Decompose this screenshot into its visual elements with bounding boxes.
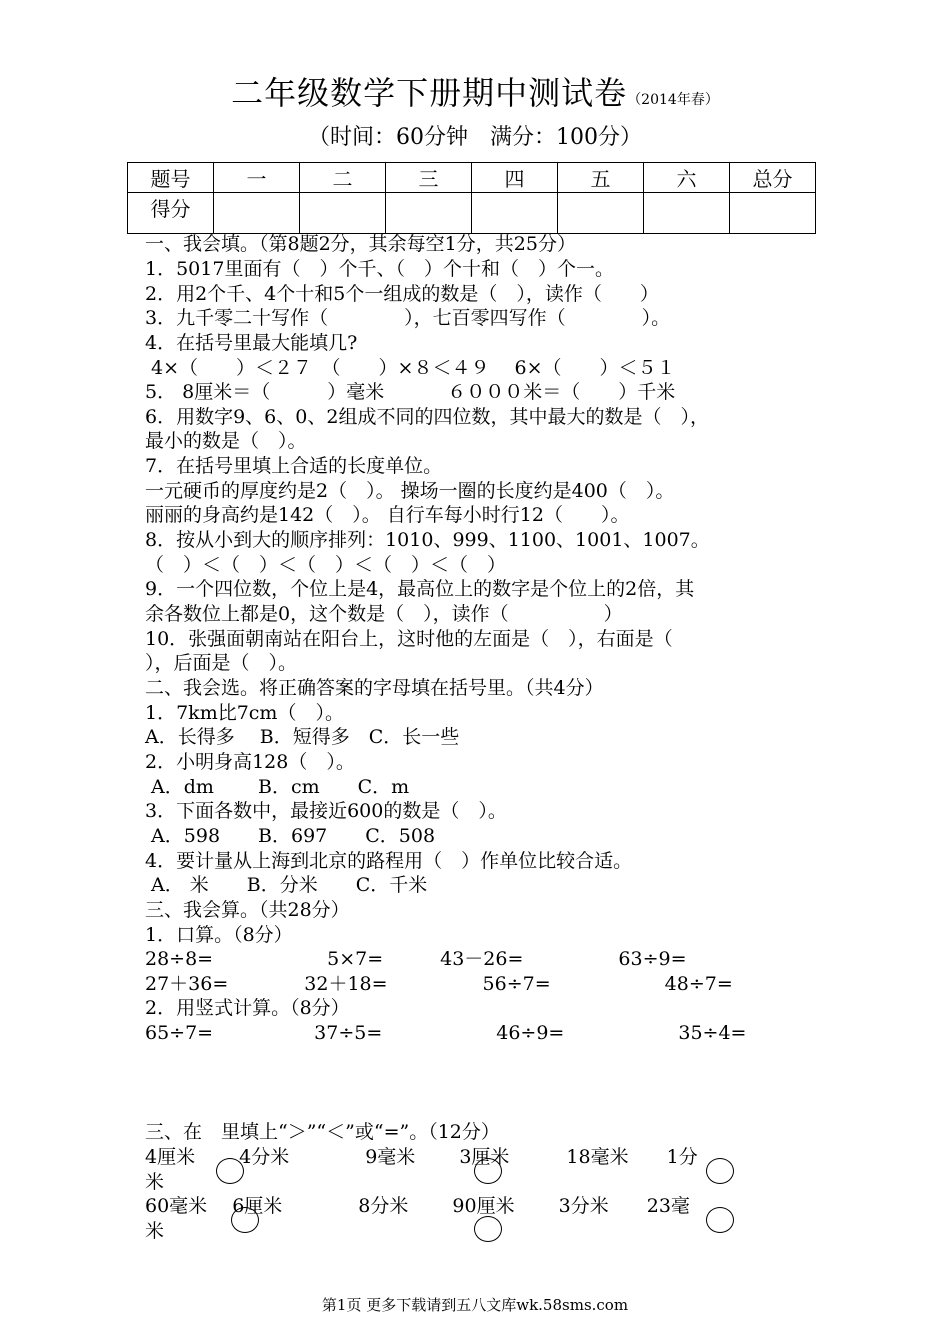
compare-circle[interactable] [474,1216,502,1242]
question-line: （ ）＜（ ）＜（ ）＜（ ）＜（ ） [145,554,507,576]
question-line: 三、在 里填上“＞”“＜”或“=”。（12分） [145,1121,500,1143]
question-line: ），后面是（ ）。 [145,652,298,674]
question-line: 65÷7= 37÷5= 46÷9= 35÷4= [145,1022,747,1044]
question-line: 一元硬币的厚度约是2（ ）。 操场一圈的长度约是400（ ）。 [145,480,675,502]
question-line: 27＋36= 32＋18= 56÷7= 48÷7= [145,973,733,995]
title-main: 二年级数学下册期中测试卷 [231,74,628,112]
score-cell[interactable] [558,193,644,234]
question-line: 丽丽的身高约是142（ ）。 自行车每小时行12（ ）。 [145,504,630,526]
question-line: A．598 B．697 C．508 [145,825,436,847]
score-header-cell: 二 [300,163,386,193]
score-header-cell: 四 [472,163,558,193]
question-line: A．dm B．cm C．m [145,776,410,798]
question-line: 2．用竖式计算。（8分） [145,997,350,1019]
question-line: 4厘米 4分米 9毫米 3厘米 18毫米 1分 [145,1146,698,1168]
exam-info: （时间：60分钟 满分：100分） [308,125,642,150]
question-line: 2．用2个千、4个十和5个一组成的数是（ ），读作（ ） [145,283,659,305]
compare-circle[interactable] [231,1207,259,1233]
question-line: 米 [145,1220,165,1242]
score-table [127,162,816,234]
question-line: 4．在括号里最大能填几? [145,332,358,354]
score-cell[interactable] [472,193,558,234]
compare-circle[interactable] [706,1207,734,1233]
question-line: 1．5017里面有（ ）个千、（ ）个十和（ ）个一。 [145,258,614,280]
question-line: 米 [145,1171,165,1193]
score-header-cell: 题号 [128,163,214,193]
score-cell[interactable] [214,193,300,234]
compare-circle[interactable] [706,1158,734,1184]
question-line: 3．九千零二十写作（ ），七百零四写作（ ）。 [145,307,671,329]
question-line: 3．下面各数中，最接近600的数是（ ）。 [145,800,507,822]
score-cell[interactable] [386,193,472,234]
score-cell[interactable] [300,193,386,234]
question-line: 2．小明身高128（ ）。 [145,751,355,773]
compare-circle[interactable] [474,1158,502,1184]
title-note: （2014年春） [627,92,719,108]
page-footer: 第1页 更多下载请到五八文库wk.58sms.com [321,1296,629,1314]
score-header-cell: 五 [558,163,644,193]
score-header-cell: 总分 [730,163,816,193]
question-line: A． 米 B．分米 C．千米 [145,874,428,896]
score-header-cell: 六 [644,163,730,193]
question-line: 9．一个四位数，个位上是4，最高位上的数字是个位上的2倍，其 [145,578,695,600]
question-line: 最小的数是（ ）。 [145,430,307,452]
question-line: 4×（ ）＜２７ （ ）×８＜４９ 6×（ ）＜５１ [145,357,676,379]
question-line: 6．用数字9、6、0、2组成不同的四位数，其中最大的数是（ ）， [145,406,709,428]
question-line: 5． 8厘米＝（ ）毫米 ６０００米＝（ ）千米 [145,381,676,403]
score-header-row [128,163,816,193]
question-line: 1．口算。（8分） [145,924,293,946]
question-line: 10．张强面朝南站在阳台上，这时他的左面是（ ），右面是（ [145,628,673,650]
compare-circle[interactable] [216,1158,244,1184]
score-cell[interactable] [644,193,730,234]
question-line: A．长得多 B．短得多 C．长一些 [145,726,460,748]
question-line: 二、我会选。将正确答案的字母填在括号里。（共4分） [145,677,604,699]
score-header-cell: 三 [386,163,472,193]
question-line: 三、我会算。（共28分） [145,899,350,921]
score-value-row [128,193,816,234]
question-line: 8．按从小到大的顺序排列：1010、999、1100、1001、1007。 [145,529,710,551]
score-cell[interactable] [730,193,816,234]
score-header-cell: 一 [214,163,300,193]
score-row-label: 得分 [128,193,214,234]
question-line: 1．7km比7cm（ ）。 [145,702,344,724]
page-title [0,68,950,114]
question-line: 60毫米 6厘米 8分米 90厘米 3分米 23毫 [145,1195,690,1217]
question-line: 7．在括号里填上合适的长度单位。 [145,455,443,477]
question-line: 4．要计量从上海到北京的路程用（ ）作单位比较合适。 [145,850,633,872]
question-line: 28÷8= 5×7= 43－26= 63÷9= [145,948,687,970]
question-line: 余各数位上都是0，这个数是（ ），读作（ ） [145,603,623,625]
question-line: 一、我会填。（第8题2分，其余每空1分，共25分） [145,233,576,255]
